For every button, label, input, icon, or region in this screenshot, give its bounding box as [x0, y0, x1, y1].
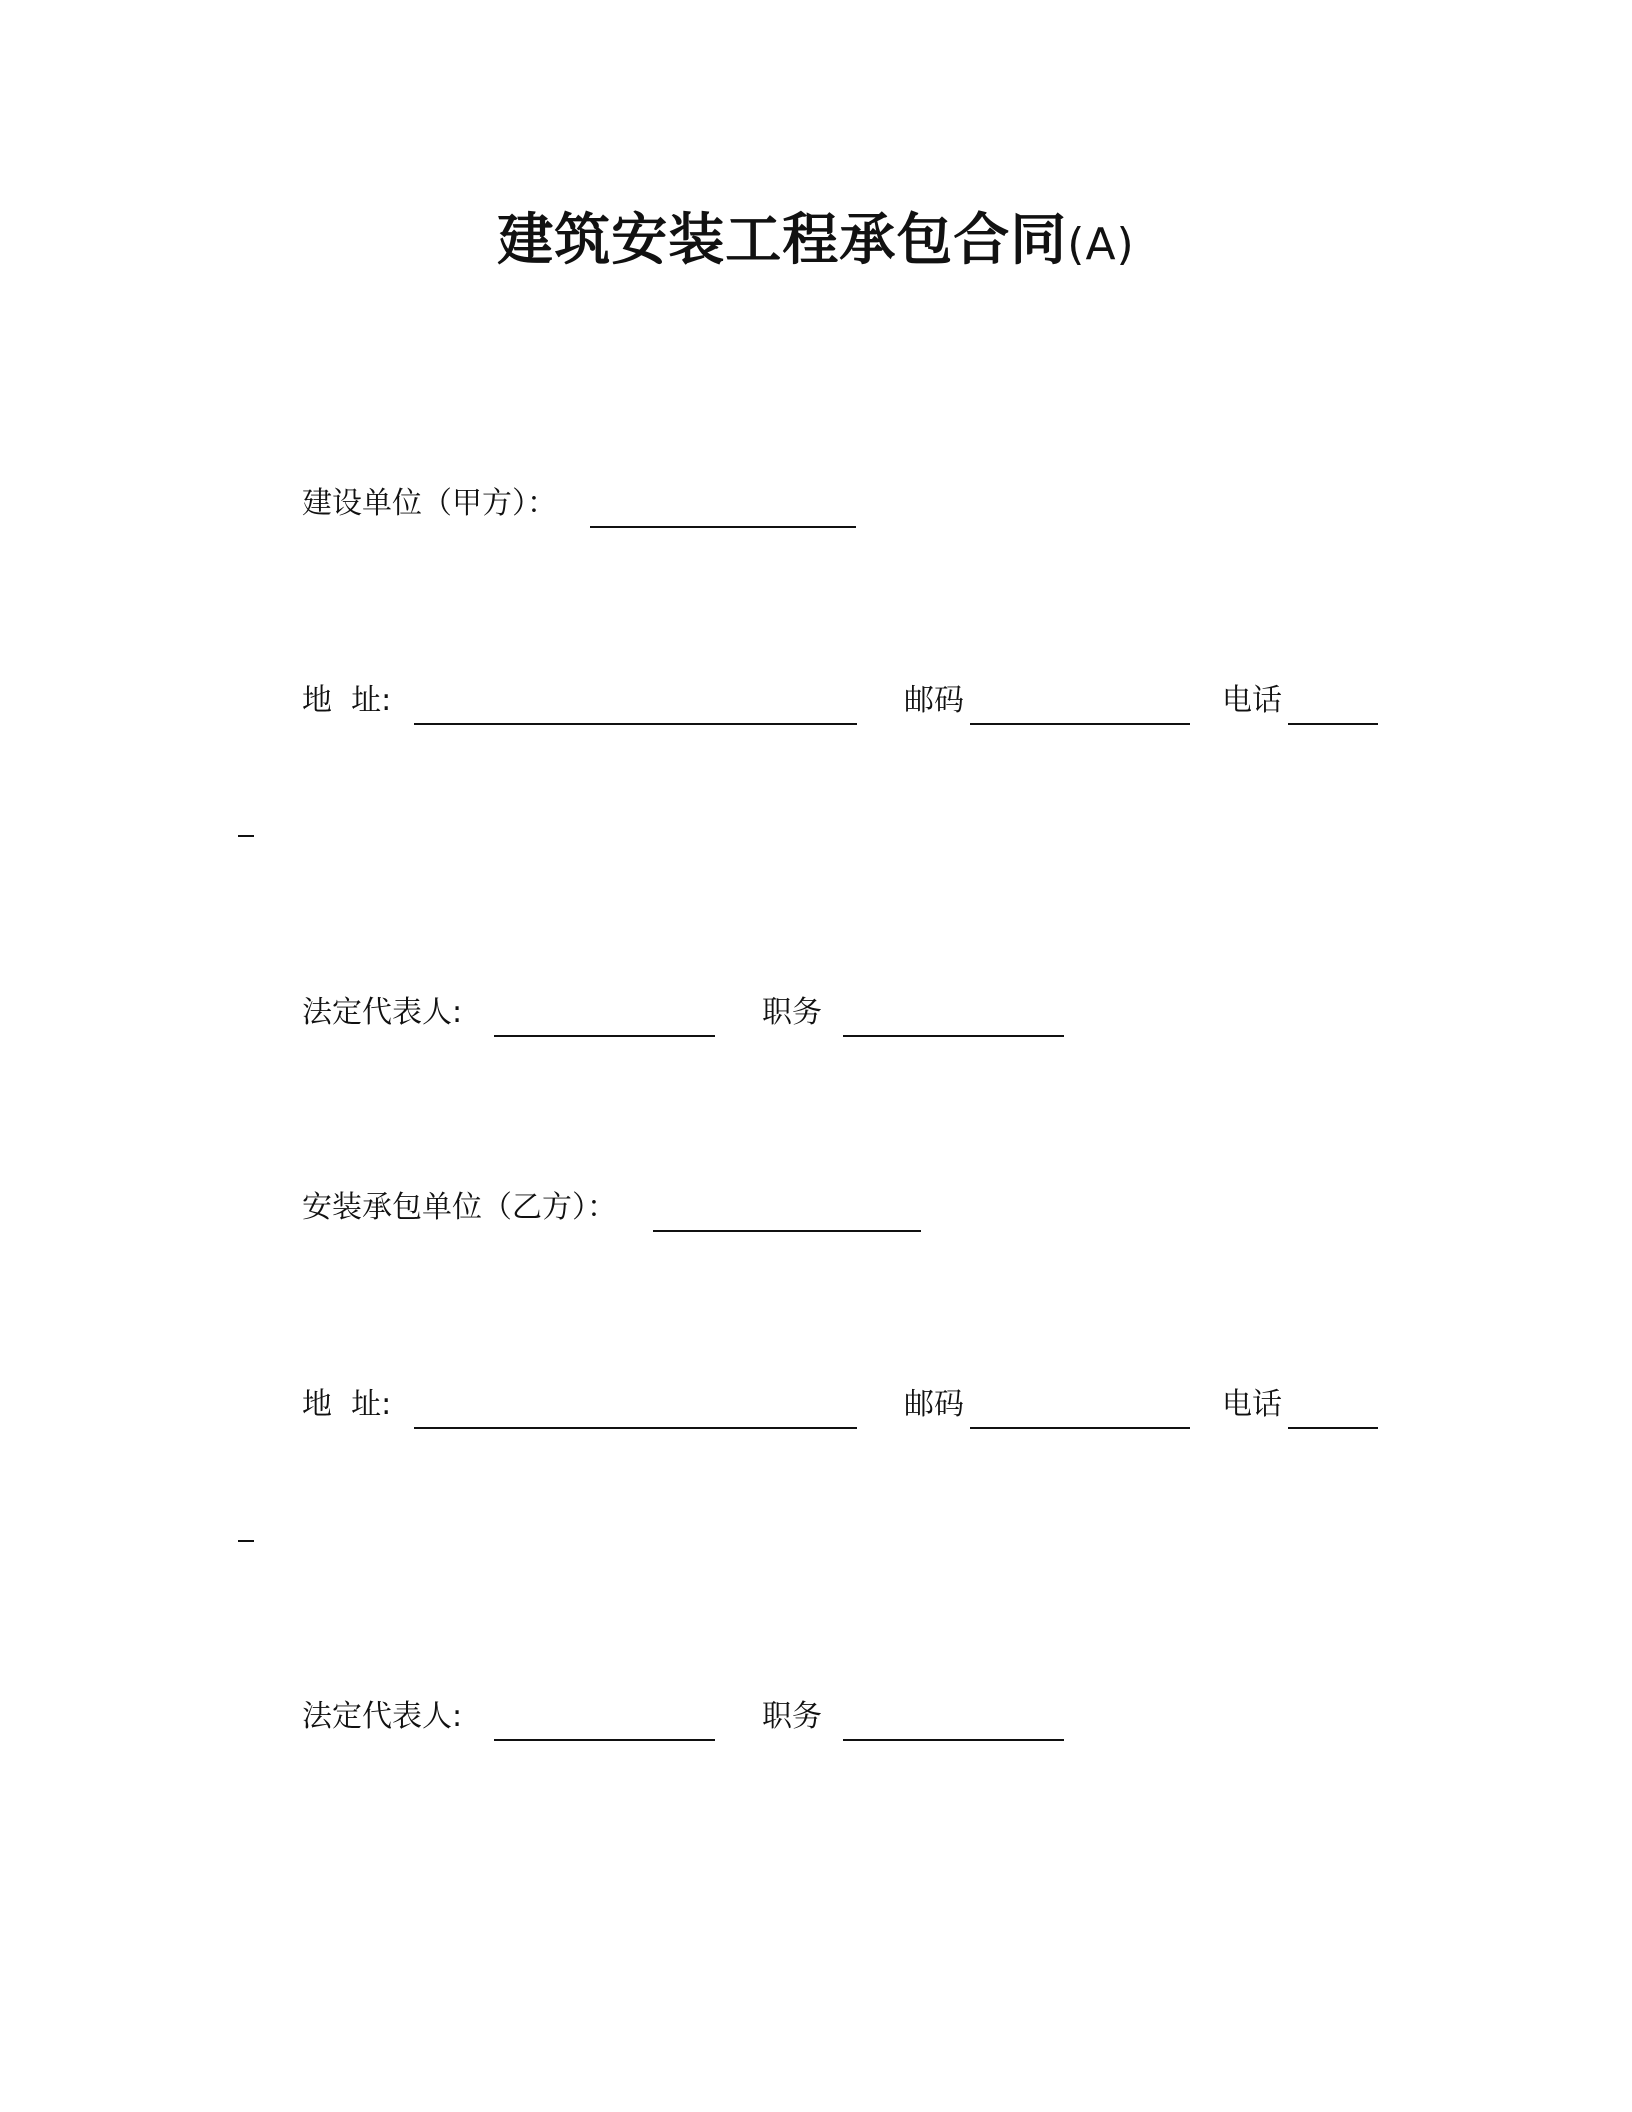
party-a-phone-continuation[interactable] — [238, 835, 254, 837]
party-b-postcode-label: 邮码 — [904, 1387, 964, 1422]
party-b-phone-label: 电话 — [1222, 1387, 1282, 1422]
party-a-phone-label: 电话 — [1222, 683, 1282, 718]
party-b-unit-label: 安装承包单位（乙方）： — [302, 1190, 617, 1225]
party-a-phone-field[interactable] — [1288, 723, 1378, 725]
party-b-phone-field[interactable] — [1288, 1427, 1378, 1429]
party-b-unit-row — [0, 1188, 1632, 1248]
party-b-postcode-field[interactable] — [970, 1427, 1190, 1429]
party-a-legal-rep-label: 法定代表人: — [302, 995, 463, 1030]
title-text: 建筑安装工程承包合同 — [497, 208, 1068, 273]
party-a-address-field[interactable] — [414, 723, 857, 725]
party-a-address-row — [0, 681, 1632, 741]
party-a-unit-field[interactable] — [590, 526, 856, 528]
party-b-legal-rep-field[interactable] — [494, 1739, 715, 1741]
party-b-position-label: 职务 — [762, 1699, 822, 1734]
party-a-postcode-field[interactable] — [970, 723, 1190, 725]
party-b-phone-continuation[interactable] — [238, 1540, 254, 1542]
party-b-unit-field[interactable] — [653, 1230, 921, 1232]
party-a-position-label: 职务 — [762, 995, 822, 1030]
document-title — [0, 196, 1632, 276]
title-suffix: (A) — [1067, 219, 1135, 270]
party-a-legal-rep-field[interactable] — [494, 1035, 715, 1037]
party-b-position-field[interactable] — [843, 1739, 1064, 1741]
party-b-legal-rep-row — [0, 1697, 1632, 1757]
party-b-legal-rep-label: 法定代表人: — [302, 1699, 463, 1734]
party-b-address-row — [0, 1385, 1632, 1445]
party-a-address-label: 地 址: — [302, 683, 392, 718]
party-a-unit-label: 建设单位（甲方）： — [302, 486, 557, 521]
party-a-unit-row — [0, 484, 1632, 544]
party-b-address-label: 地 址: — [302, 1387, 392, 1422]
party-a-legal-rep-row — [0, 993, 1632, 1053]
party-a-postcode-label: 邮码 — [904, 683, 964, 718]
party-b-address-field[interactable] — [414, 1427, 857, 1429]
party-a-position-field[interactable] — [843, 1035, 1064, 1037]
